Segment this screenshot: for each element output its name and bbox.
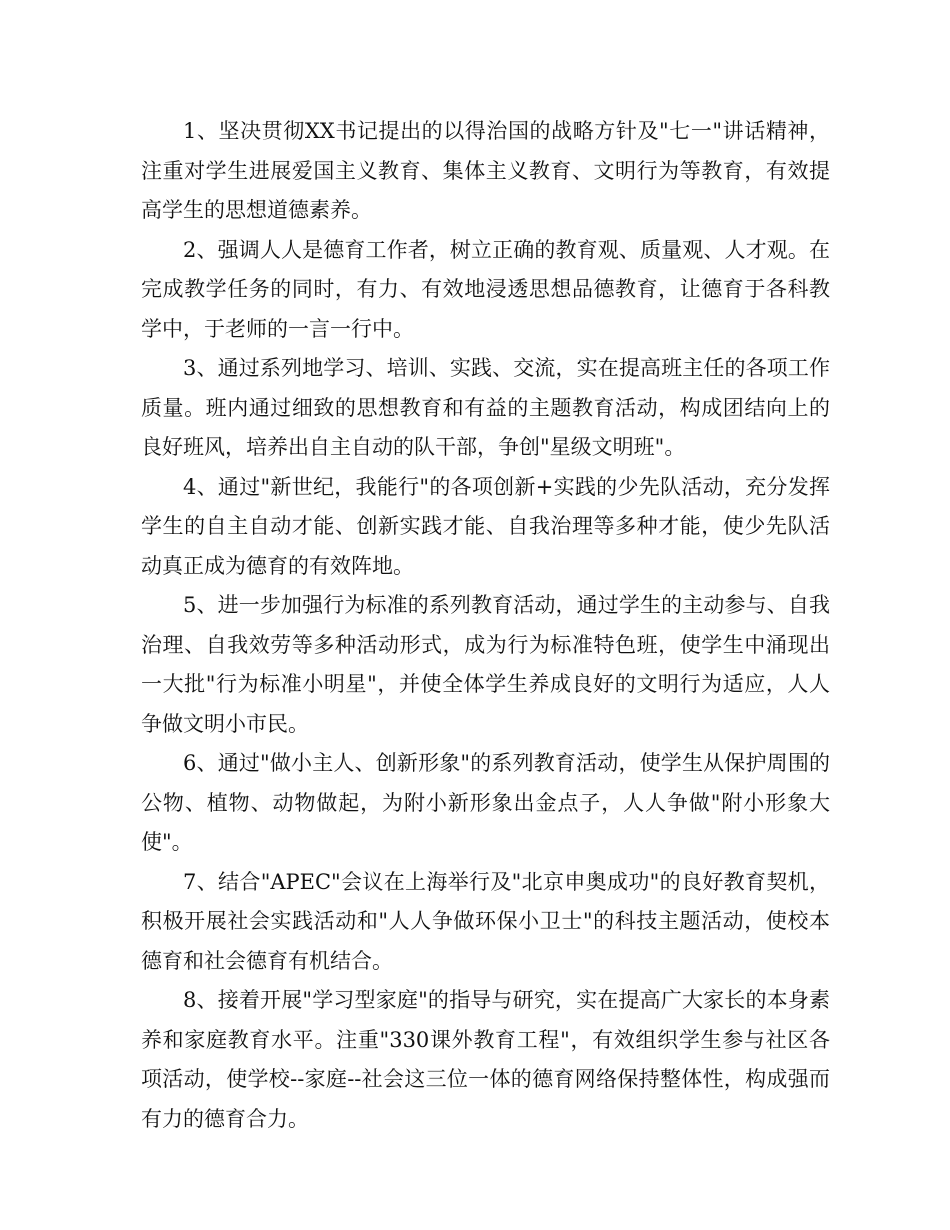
paragraph-6: 6、通过"做小主人、创新形象"的系列教育活动，使学生从保护周围的公物、植物、动物做起，为附小新形象出金点子，人人争做"附小形象大使"。 — [141, 751, 830, 854]
paragraph-1: 1、坚决贯彻XX书记提出的以得治国的战略方针及"七一"讲话精神，注重对学生进展爱国主义教育、集体主义教育、文明行为等教育，有效提高学生的思想道德素养。 — [141, 119, 830, 222]
paragraph-4: 4、通过"新世纪，我能行"的各项创新+实践的少先队活动，充分发挥学生的自主自动才能、创新实践才能、自我治理等多种才能，使少先队活动真正成为德育的有效阵地。 — [141, 474, 830, 578]
paragraph-7: 7、结合"APEC"会议在上海举行及"北京申奥成功"的良好教育契机，积极开展社会实践活动和"人人争做环保小卫士"的科技主题活动，使校本德育和社会德育有机结合。 — [141, 869, 830, 973]
paragraph-8: 8、接着开展"学习型家庭"的指导与研究，实在提高广大家长的本身素养和家庭教育水平。注重"330课外教育工程"，有效组织学生参与社区各项活动，使学校--家庭--社会这三位一体的德育网络保持整体性，构成强而有力的德育合力。 — [141, 988, 830, 1131]
paragraph-5: 5、进一步加强行为标准的系列教育活动，通过学生的主动参与、自我治理、自我效劳等多种活动形式，成为行为标准特色班，使学生中涌现出一大批"行为标准小明星"，并使全体学生养成良好的文明行为适应，人人争做文明小市民。 — [141, 593, 830, 736]
paragraph-3: 3、通过系列地学习、培训、实践、交流，实在提高班主任的各项工作质量。班内通过细致的思想教育和有益的主题教育活动，构成团结向上的良好班风，培养出自主自动的队干部，争创"星级文明班"。 — [141, 356, 830, 459]
paragraph-2: 2、强调人人是德育工作者，树立正确的教育观、质量观、人才观。在完成教学任务的同时，有力、有效地浸透思想品德教育，让德育于各科教学中，于老师的一言一行中。 — [141, 237, 830, 341]
